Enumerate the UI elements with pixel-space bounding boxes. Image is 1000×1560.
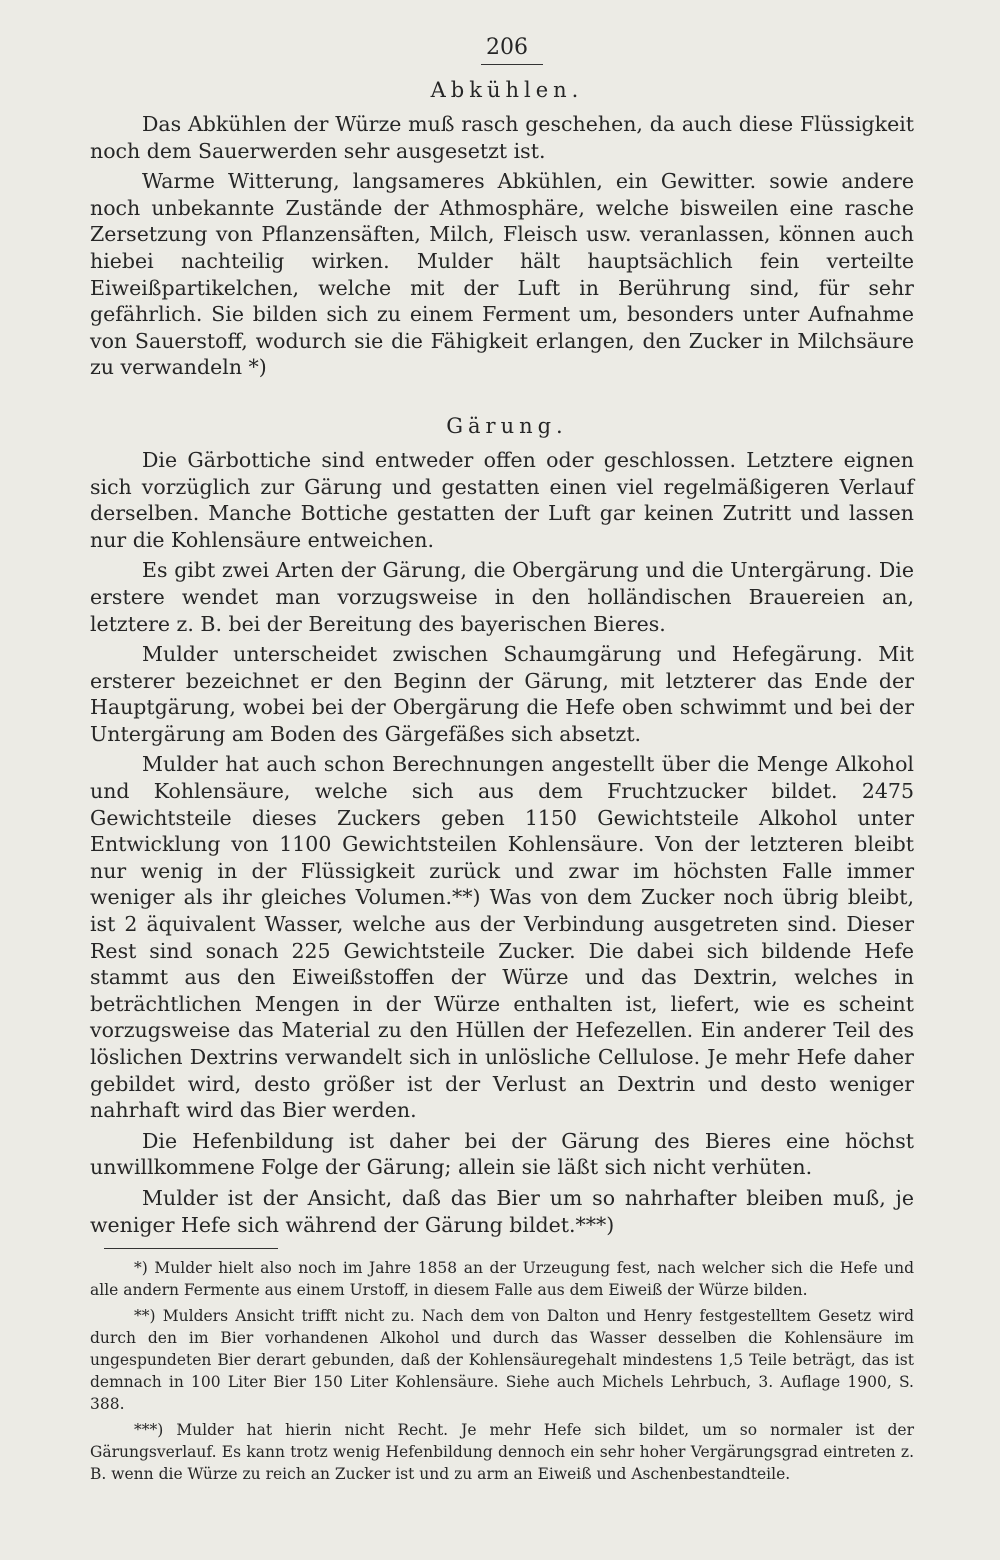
page-number: 206 bbox=[486, 35, 528, 60]
paragraph: Das Abkühlen der Würze muß rasch geschehen, da auch diese Flüssigkeit noch dem Sauerwerden sehr ausgesetzt ist. bbox=[90, 112, 914, 163]
paragraph: Es gibt zwei Arten der Gärung, die Obergärung und die Untergärung. Die erstere wendet man vorzugsweise in den holländischen Brauereien an, letztere z. B. bei der Bereitung des bayerischen Bieres. bbox=[90, 558, 914, 636]
paragraph: Mulder ist der Ansicht, daß das Bier um so nahrhafter bleiben muß, je weniger Hefe sich während der Gärung bildet.***) bbox=[90, 1185, 914, 1237]
footnote: **) Mulders Ansicht trifft nicht zu. Nach dem von Dalton und Henry festgestelltem Gesetz wird durch den im Bier vorhandenen Alkohol und durch das Wasser desselben die Kohlensäure im ungespundeten Bier derart gebunden, daß der Kohlensäuregehalt mindestens 1,5 Teile beträgt, das ist demnach in 100 Liter Bier 150 Liter Kohlensäure. Siehe auch Michels Lehrbuch, 3. Auflage 1900, S. 388. bbox=[90, 1307, 914, 1414]
footnote: *) Mulder hielt also noch im Jahre 1858 an der Urzeugung fest, nach welcher sich die Hefe und alle andern Fermente aus einem Urstoff, in diesem Falle aus dem Eiweiß der Würze bilden. bbox=[90, 1259, 914, 1300]
paragraph: Mulder unterscheidet zwischen Schaumgärung und Hefegärung. Mit ersterer bezeichnet er den Beginn der Gärung, mit letzterer das Ende der Hauptgärung, wobei bei der Obergärung die Hefe oben schwimmt und bei der Untergärung am Boden des Gärgefäßes sich absetzt. bbox=[90, 642, 914, 746]
section-heading-abkuehlen: Abkühlen. bbox=[430, 78, 584, 102]
section-heading-gaerung: Gärung. bbox=[446, 413, 568, 438]
paragraph: Die Hefenbildung ist daher bei der Gärung des Bieres eine höchst unwillkommene Folge der Gärung; allein sie läßt sich nicht verhüten. bbox=[90, 1128, 914, 1180]
footnote-divider bbox=[104, 1248, 278, 1249]
page-number-rule bbox=[481, 64, 543, 65]
footnote: ***) Mulder hat hierin nicht Recht. Je mehr Hefe sich bildet, um so normaler ist der Gärungsverlauf. Es kann trotz wenig Hefenbildung dennoch ein sehr hoher Vergärungsgrad eintreten z. B. wenn die Würze zu reich an Zucker ist und zu arm an Eiweiß und Aschenbestandteile. bbox=[90, 1421, 914, 1484]
paragraph: Warme Witterung, langsameres Abkühlen, ein Gewitter. sowie andere noch unbekannte Zustände der Athmosphäre, welche bisweilen eine rasche Zersetzung von Pflanzensäften, Milch, Fleisch usw. veranlassen, können auch hiebei nachteilig wirken. Mulder hält hauptsächlich fein verteilte Eiweißpartikelchen, welche mit der Luft in Berührung sind, für sehr gefährlich. Sie bilden sich zu einem Ferment um, besonders unter Aufnahme von Sauerstoff, wodurch sie die Fähigkeit erlangen, den Zucker in Milchsäure zu verwandeln *) bbox=[90, 169, 914, 380]
paragraph: Die Gärbottiche sind entweder offen oder geschlossen. Letztere eignen sich vorzüglich zur Gärung und gestatten einen viel regelmäßigeren Verlauf derselben. Manche Bottiche gestatten der Luft gar keinen Zutritt und lassen nur die Kohlensäure entweichen. bbox=[90, 447, 914, 552]
paragraph: Mulder hat auch schon Berechnungen angestellt über die Menge Alkohol und Kohlensäure, welche sich aus dem Fruchtzucker bildet. 2475 Gewichtsteile dieses Zuckers geben 1150 Gewichtsteile Alkohol unter Entwicklung von 1100 Gewichtsteilen Kohlensäure. Von der letzteren bleibt nur wenig in der Flüssigkeit zurück und zwar im höchsten Falle immer weniger als ihr gleiches Volumen.**) Was von dem Zucker noch übrig bleibt, ist 2 äquivalent Wasser, welche aus der Verbindung ausgetreten sind. Dieser Rest sind sonach 225 Gewichtsteile Zucker. Die dabei sich bildende Hefe stammt aus den Eiweißstoffen der Würze und das Dextrin, welches in beträchtlichen Mengen in der Würze enthalten ist, liefert, wie es scheint vorzugsweise das Material zu den Hüllen der Hefezellen. Ein anderer Teil des löslichen Dextrins verwandelt sich in unlösliche Cellulose. Je mehr Hefe daher gebildet wird, desto größer ist der Verlust an Dextrin und desto weniger nahrhaft wird das Bier werden. bbox=[90, 752, 914, 1123]
